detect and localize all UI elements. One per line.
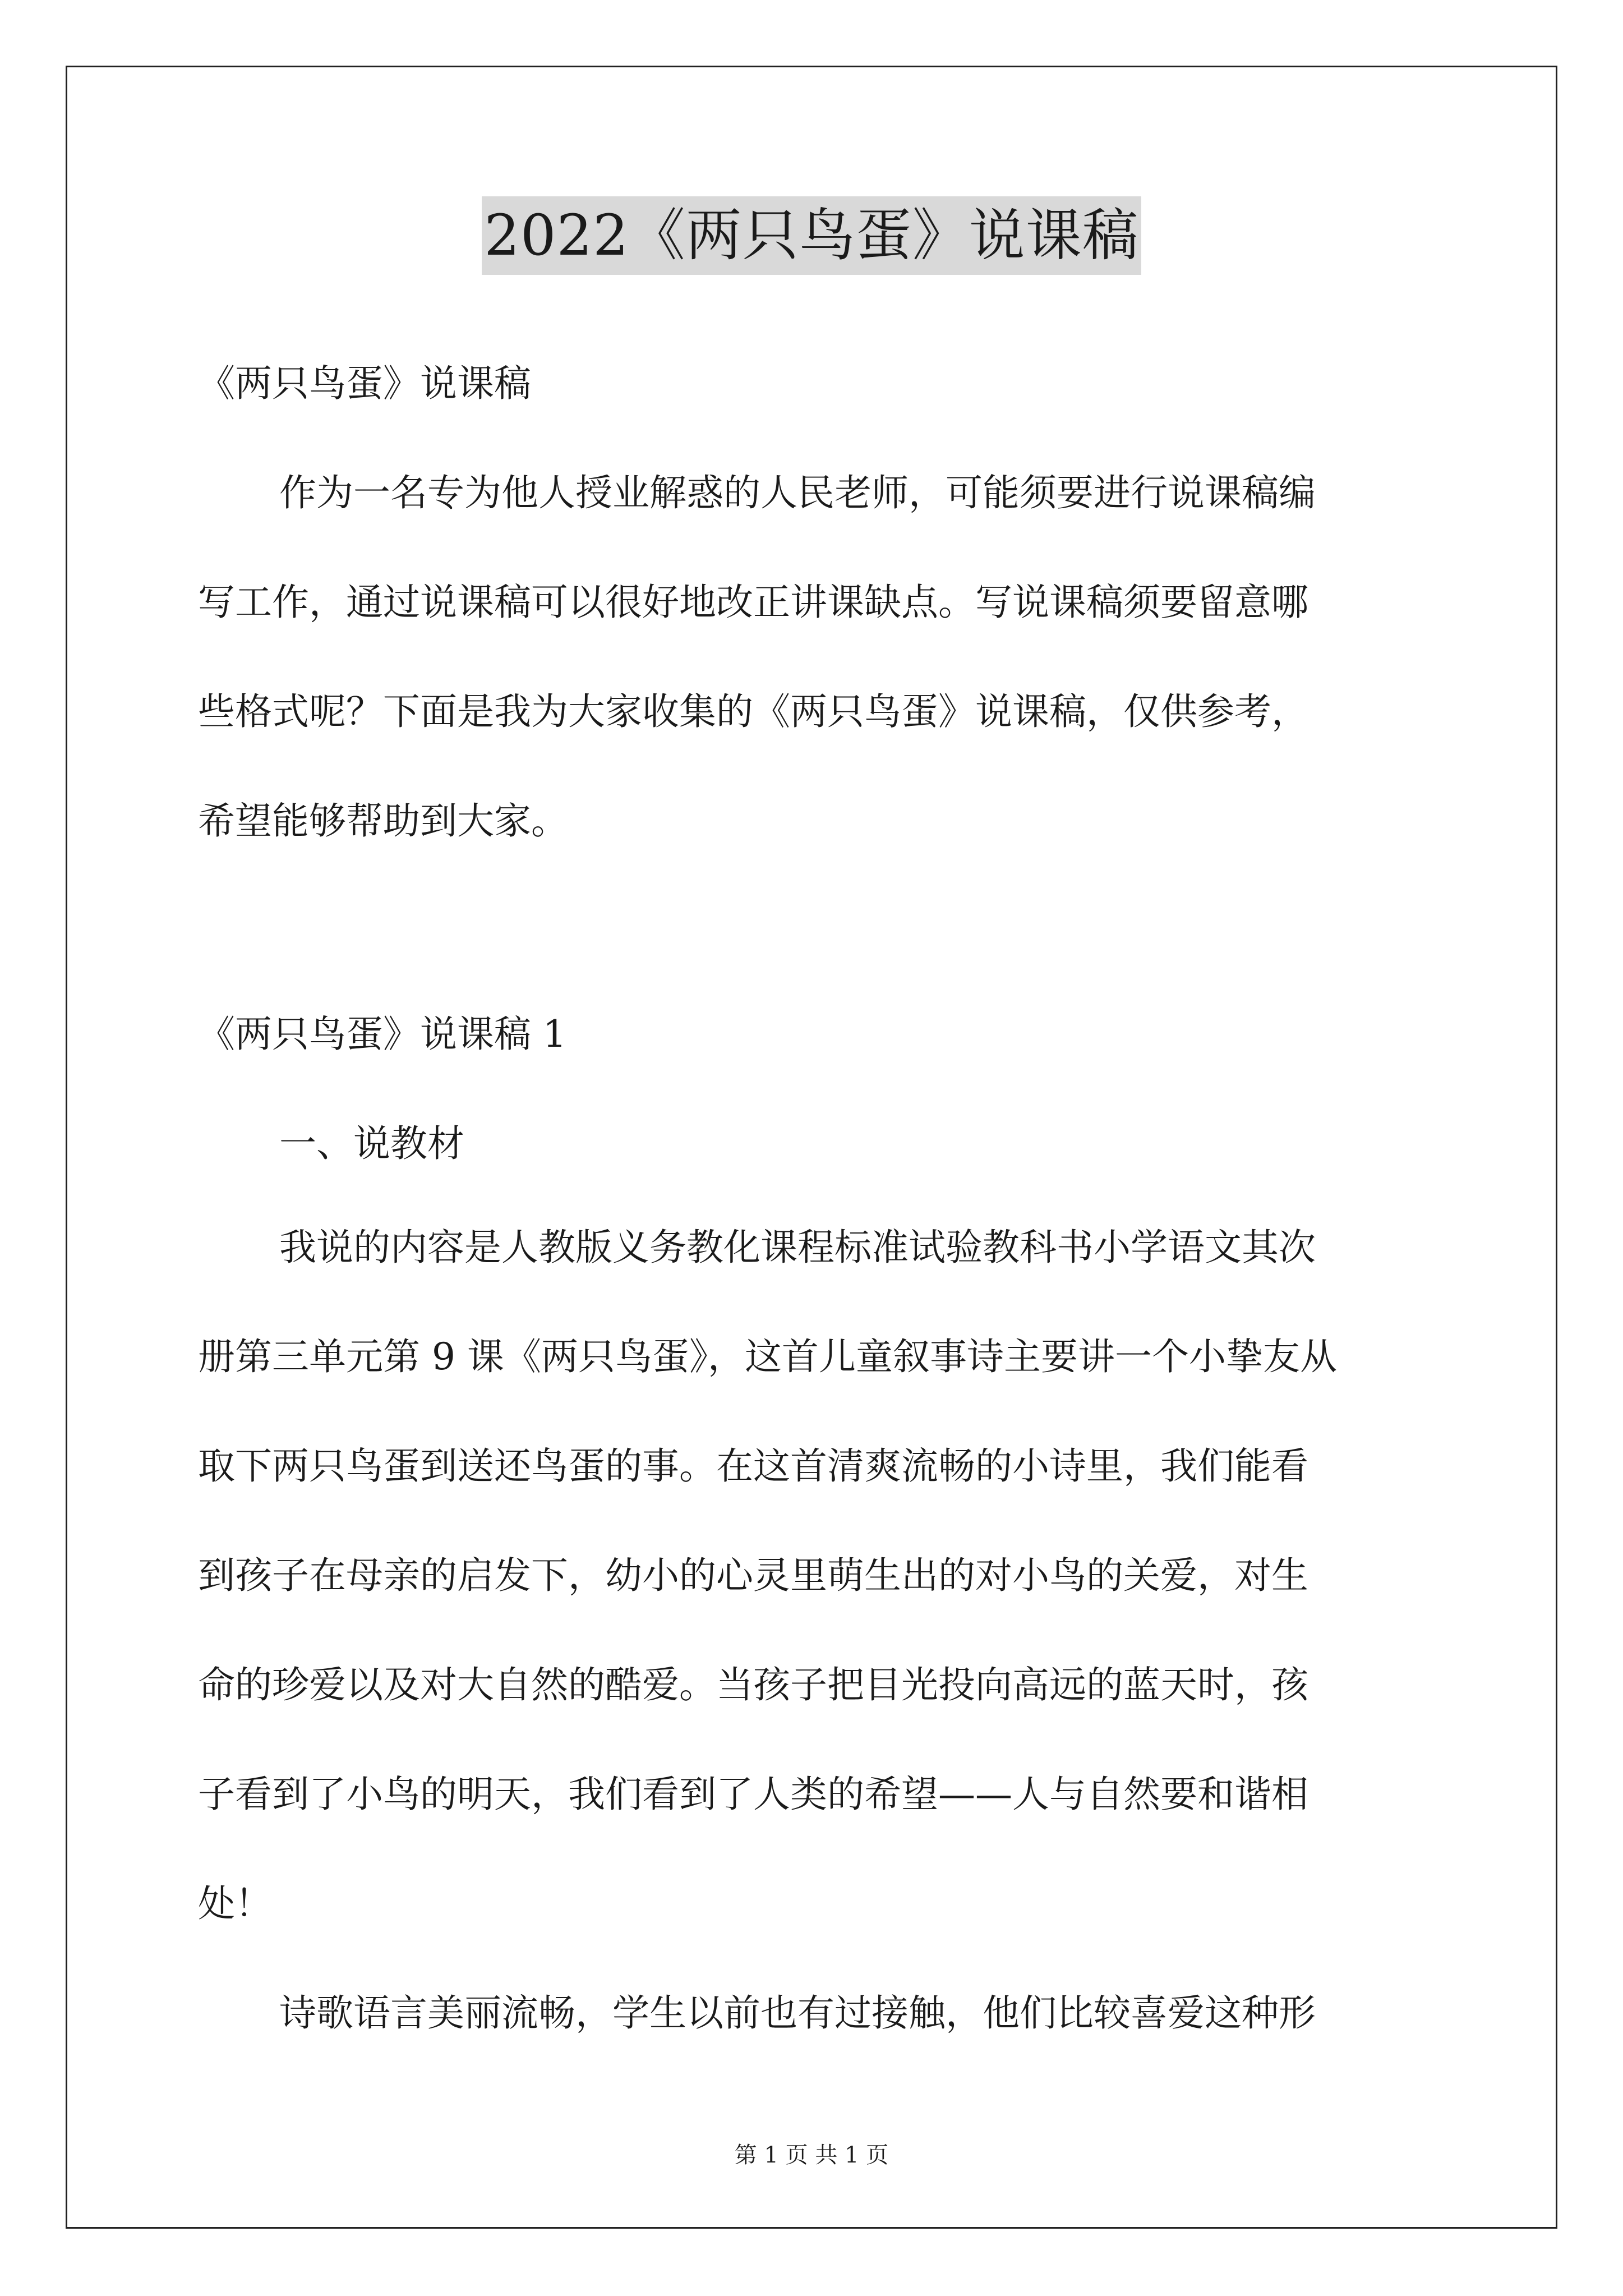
section-title: 《两只鸟蛋》说课稿 1 bbox=[198, 1013, 566, 1056]
paragraph-line: 子看到了小鸟的明天，我们看到了人类的希望——人与自然要和谐相 bbox=[198, 1773, 1308, 1816]
paragraph-line: 册第三单元第 9 课《两只鸟蛋》，这首儿童叙事诗主要讲一个小挚友从 bbox=[198, 1335, 1337, 1378]
paragraph-line: 取下两只鸟蛋到送还鸟蛋的事。在这首清爽流畅的小诗里，我们能看 bbox=[198, 1444, 1308, 1488]
subtitle: 《两只鸟蛋》说课稿 bbox=[198, 362, 531, 405]
paragraph-line: 到孩子在母亲的启发下，幼小的心灵里萌生出的对小鸟的关爱，对生 bbox=[198, 1554, 1308, 1597]
title-wrap bbox=[0, 196, 1623, 275]
intro-line: 作为一名专为他人授业解惑的人民老师，可能须要进行说课稿编 bbox=[279, 471, 1316, 514]
paragraph-line: 我说的内容是人教版义务教化课程标准试验教科书小学语文其次 bbox=[279, 1226, 1316, 1269]
intro-line: 些格式呢？下面是我为大家收集的《两只鸟蛋》说课稿，仅供参考， bbox=[198, 690, 1308, 733]
intro-line: 写工作，通过说课稿可以很好地改正讲课缺点。写说课稿须要留意哪 bbox=[198, 581, 1308, 624]
document-title: 2022《两只鸟蛋》说课稿 bbox=[482, 196, 1141, 275]
paragraph-line: 处！ bbox=[198, 1882, 272, 1925]
page-footer: 第 1 页 共 1 页 bbox=[734, 2142, 889, 2168]
intro-line: 希望能够帮助到大家。 bbox=[198, 799, 568, 843]
section-heading: 一、说教材 bbox=[279, 1122, 464, 1165]
paragraph-line: 命的珍爱以及对大自然的酷爱。当孩子把目光投向高远的蓝天时，孩 bbox=[198, 1663, 1308, 1706]
paragraph-line: 诗歌语言美丽流畅，学生以前也有过接触，他们比较喜爱这种形 bbox=[279, 1991, 1316, 2035]
